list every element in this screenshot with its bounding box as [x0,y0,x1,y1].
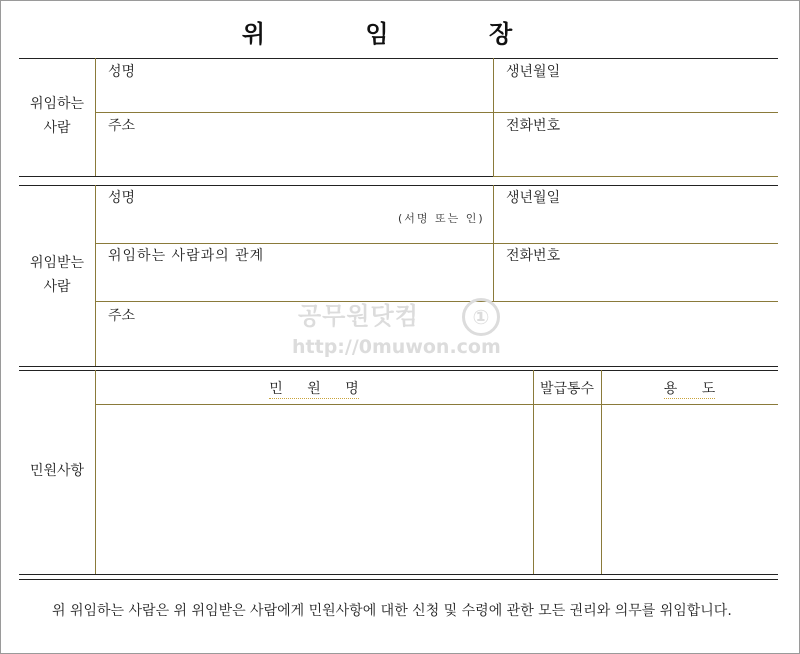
section2-col-divider [493,185,494,301]
section2-row-divider-2 [95,301,778,302]
section2-top-border [19,185,778,186]
section1-col-divider [493,58,494,176]
col-civil-name-header [95,378,533,398]
section3-header-divider [95,404,778,405]
delegator-name-label: 성명 [108,64,136,80]
section3-col-divider-2 [601,370,602,574]
section3-top-border [19,370,778,371]
delegate-address-label: 주소 [108,308,136,324]
watermark-site-name: 공무원닷컴 [298,302,419,330]
delegate-relation-label: 위임하는 사람과의 관계 [108,248,265,264]
delegation-statement: 위 위임하는 사람은 위 위임받은 사람에게 민원사항에 대한 신청 및 수령에 관한 모든 권리와 의무를 위임합니다. [52,603,732,619]
col-purpose-text: 용 도 [663,381,716,397]
signature-note: (서명 또는 인) [398,212,485,225]
delegator-label-line1: 위임하는 [29,96,85,112]
delegate-birth-label: 생년월일 [506,190,561,206]
delegate-name-label: 성명 [108,190,136,206]
section2-bottom-border [19,366,778,367]
section1-bottom-border-left [19,176,493,177]
delegator-address-label: 주소 [108,118,136,134]
col-copies-header: 발급통수 [539,381,595,397]
section1-bottom-border-right [493,176,778,177]
document-title: 위 임 장 [241,20,559,48]
delegator-birth-label: 생년월일 [506,64,561,80]
col-purpose-header [601,378,778,398]
delegate-label-line2: 사람 [43,279,71,295]
delegate-label-line1: 위임받는 [29,255,85,271]
delegator-label-line2: 사람 [43,120,71,136]
section1-top-border [19,58,778,59]
section3-label-divider [95,370,96,574]
watermark-url: http://0muwon.com [292,336,501,358]
civil-affairs-label: 민원사항 [29,463,85,479]
watermark-circle-mark: ① [462,298,500,336]
section3-bottom-border-1 [19,574,778,575]
delegator-phone-label: 전화번호 [506,118,561,134]
delegate-phone-label: 전화번호 [506,248,561,264]
delegate-section-label [19,251,95,299]
section1-row-divider [95,112,778,113]
delegator-section-label [19,92,95,140]
section3-col-divider-1 [533,370,534,574]
section2-label-divider [95,185,96,366]
section1-label-divider [95,58,96,176]
section3-bottom-border-2 [19,579,778,580]
col-civil-name-text: 민 원 명 [269,381,359,397]
section2-row-divider-1 [95,243,778,244]
